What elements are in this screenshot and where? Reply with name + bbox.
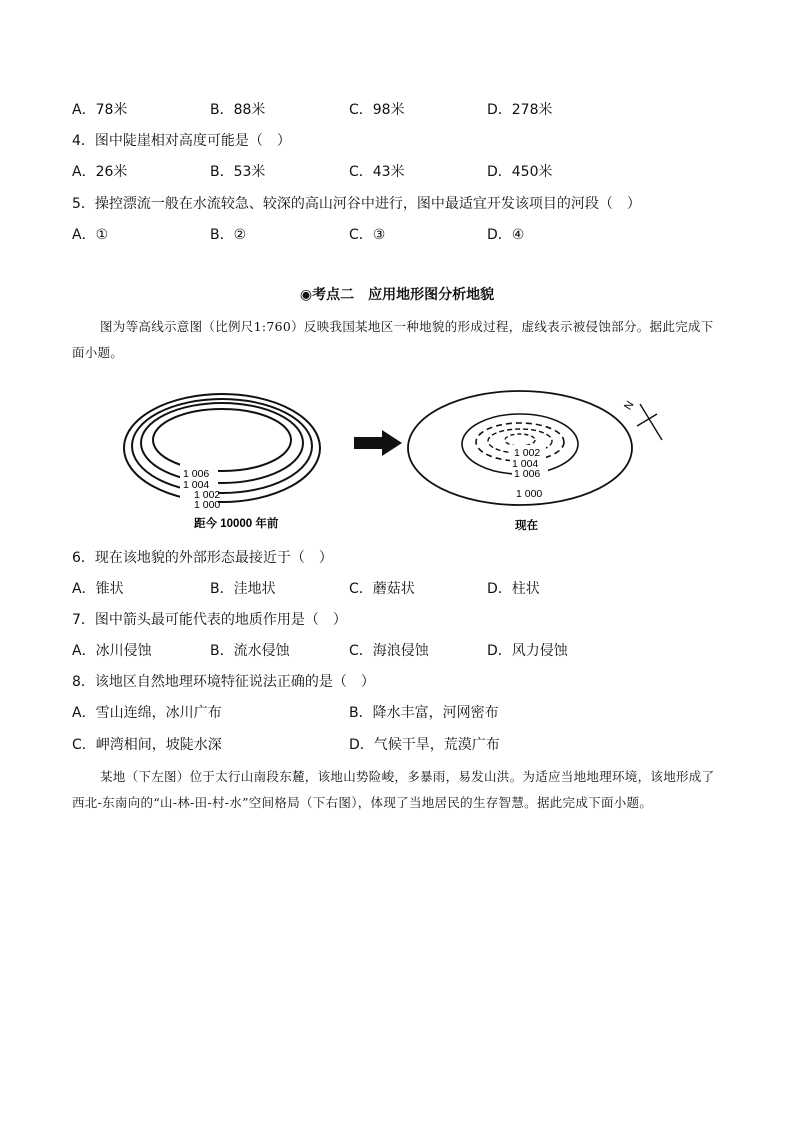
erosion-arrow-icon [354, 430, 402, 456]
intro-paragraph-2: 某地（下左图）位于太行山南段东麓，该地山势险峻，多暴雨，易发山洪。为适应当地地理环境，该地形成了西北-东南向的“山-林-田-村-水”空间格局（下右图），体现了当地居民的生存智慧。据此完成下面小题。 [72, 769, 715, 810]
q6-option-c: C．蘑菇状 [349, 581, 415, 597]
right-label-1002: 1 002 [514, 447, 541, 459]
q8-stem: 8．该地区自然地理环境特征说法正确的是（ ） [72, 674, 375, 690]
q6-option-b: B．洼地状 [210, 581, 276, 597]
q5-option-d: D．④ [487, 227, 525, 243]
q7-option-a: A．冰川侵蚀 [72, 643, 152, 659]
right-label-1004: 1 004 [512, 458, 539, 470]
q4-stem: 4．图中陡崖相对高度可能是（ ） [72, 133, 291, 149]
q8-option-d: D．气候干旱，荒漠广布 [349, 737, 500, 753]
north-arrow-icon [637, 404, 662, 440]
section-title: ◉考点二 应用地形图分析地貌 [299, 287, 495, 303]
north-label: N [622, 399, 637, 413]
q4-option-d: D．450米 [487, 164, 553, 180]
q8-option-a: A．雪山连绵，冰川广布 [72, 705, 222, 721]
contour-left [124, 394, 320, 502]
left-label-1000: 1 000 [194, 499, 221, 511]
q6-option-a: A．锥状 [72, 581, 124, 597]
right-label-1006: 1 006 [514, 468, 541, 480]
right-label-1000: 1 000 [516, 488, 543, 500]
left-label-1002: 1 002 [194, 489, 221, 501]
q3-option-b: B．88米 [210, 102, 266, 118]
q4-option-a: A．26米 [72, 164, 128, 180]
q7-option-d: D．风力侵蚀 [487, 643, 568, 659]
q3-option-d: D．278米 [487, 102, 553, 118]
q5-option-a: A．① [72, 227, 109, 243]
right-caption: 现在 [515, 520, 538, 532]
q3-option-a: A．78米 [72, 102, 128, 118]
intro-paragraph-1: 图为等高线示意图（比例尺1:760）反映我国某地区一种地貌的形成过程，虚线表示被侵蚀部分。据此完成下面小题。 [72, 319, 714, 360]
q5-stem: 5．操控漂流一般在水流较急、较深的高山河谷中进行，图中最适宜开发该项目的河段（ ） [72, 196, 641, 212]
left-label-1006: 1 006 [183, 468, 210, 480]
q6-option-d: D．柱状 [487, 581, 540, 597]
q4-option-b: B．53米 [210, 164, 266, 180]
q8-option-c: C．岬湾相间，坡陡水深 [72, 737, 222, 753]
q7-option-b: B．流水侵蚀 [210, 643, 290, 659]
q4-option-c: C．43米 [349, 164, 405, 180]
q5-option-b: B．② [210, 227, 247, 243]
q3-option-c: C．98米 [349, 102, 405, 118]
left-caption: 距今 10000 年前 [194, 518, 279, 530]
q5-option-c: C．③ [349, 227, 386, 243]
q6-stem: 6．现在该地貌的外部形态最接近于（ ） [72, 550, 333, 566]
contour-figure [110, 390, 690, 540]
q7-stem: 7．图中箭头最可能代表的地质作用是（ ） [72, 612, 347, 628]
left-label-1004: 1 004 [183, 479, 210, 491]
q7-option-c: C．海浪侵蚀 [349, 643, 429, 659]
q8-option-b: B．降水丰富，河网密布 [349, 705, 499, 721]
